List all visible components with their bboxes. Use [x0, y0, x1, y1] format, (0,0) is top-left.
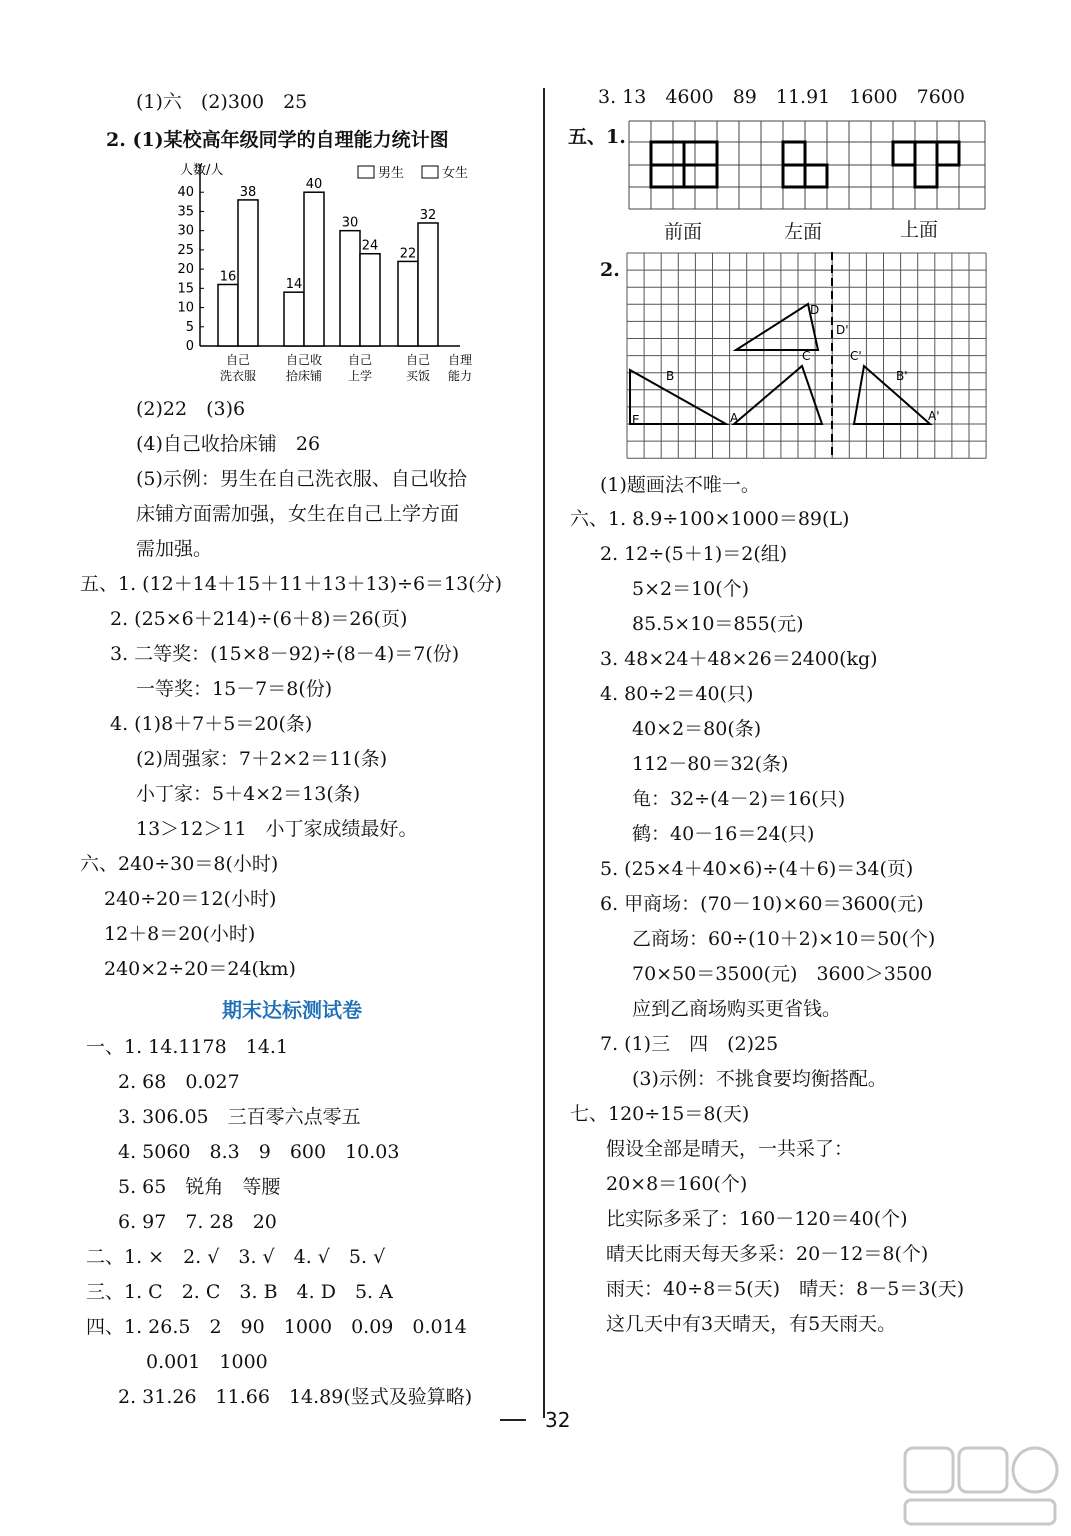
- category-label: 自己收: [285, 353, 323, 367]
- three-views-grid: [628, 120, 990, 212]
- answer-line: 6. 97 7. 28 20: [118, 1211, 277, 1233]
- answer-line: 3. 306.05 三百零六点零五: [118, 1106, 361, 1128]
- category-label: 自己: [405, 353, 431, 367]
- answer-line: 二、1. × 2. √ 3. √ 4. √ 5. √: [86, 1246, 386, 1268]
- chart-question: 2. (1)某校高年级同学的自理能力统计图: [106, 129, 449, 151]
- answer-line: 四、1. 26.5 2 90 1000 0.09 0.014: [86, 1316, 467, 1338]
- answer-line: 4. 5060 8.3 9 600 10.03: [118, 1141, 400, 1163]
- answer-line: 2.: [600, 259, 620, 281]
- category-label: 上学: [347, 369, 373, 383]
- watermark-logo: [895, 1440, 1065, 1530]
- answer-line: 乙商场：60÷(10＋2)×10＝50(个): [632, 928, 936, 950]
- answer-line: 五、1.: [568, 126, 626, 148]
- answer-line: 应到乙商场购买更省钱。: [632, 998, 842, 1020]
- y-tick-label: 5: [185, 319, 194, 335]
- bar: [360, 254, 380, 346]
- answer-line: (2)周强家：7＋2×2＝11(条): [136, 748, 388, 770]
- view-label-left: 左面: [784, 221, 823, 243]
- y-tick-label: 30: [177, 223, 194, 239]
- data-label: 22: [399, 246, 417, 262]
- answer-line: 112－80＝32(条): [632, 753, 789, 775]
- answer-line: 小丁家：5＋4×2＝13(条): [136, 783, 361, 805]
- category-label: 自己: [347, 353, 373, 367]
- bar: [418, 223, 438, 346]
- category-label: 自己: [225, 353, 251, 367]
- legend-label-girls: 女生: [442, 166, 469, 181]
- data-label: 38: [239, 184, 257, 200]
- answer-line: 7. (1)三 四 (2)25: [600, 1033, 779, 1055]
- data-label: 14: [285, 277, 303, 293]
- answer-line: 6. 甲商场：(70－10)×60＝3600(元): [600, 893, 924, 915]
- x-axis-label: 能力: [447, 369, 473, 383]
- bar: [218, 284, 238, 346]
- section-title: 期末达标测试卷: [222, 998, 362, 1022]
- answer-line: 这几天中有3天晴天，有5天雨天。: [606, 1313, 897, 1335]
- answer-line: 一、1. 14.1178 14.1: [86, 1036, 289, 1058]
- bar: [284, 292, 304, 346]
- answer-line: 0.001 1000: [146, 1351, 268, 1373]
- category-label: 拾床铺: [285, 369, 323, 383]
- y-tick-label: 0: [185, 339, 194, 354]
- answer-line: 七、120÷15＝8(天): [570, 1103, 750, 1125]
- data-label: 30: [341, 215, 359, 231]
- answer-line: 龟：32÷(4－2)＝16(只): [632, 788, 846, 810]
- answer-line: 晴天比雨天每天多采：20－12＝8(个): [606, 1243, 929, 1265]
- answer-line: 5. 65 锐角 等腰: [118, 1176, 281, 1198]
- answer-line: 70×50＝3500(元) 3600＞3500: [632, 963, 933, 985]
- answer-line: 3. 13 4600 89 11.91 1600 7600: [598, 86, 965, 108]
- point-label: B: [666, 369, 675, 383]
- bar: [398, 261, 418, 346]
- answer-line: 五、1. (12＋14＋15＋11＋13＋13)÷6＝13(分): [80, 573, 503, 595]
- answer-line: 240×2÷20＝24(km): [104, 958, 296, 980]
- answer-line: 240÷20＝12(小时): [104, 888, 277, 910]
- answer-line: 20×8＝160(个): [606, 1173, 748, 1195]
- answer-line: 5. (25×4＋40×6)÷(4＋6)＝34(页): [600, 858, 914, 880]
- page-number: 32: [545, 1408, 571, 1432]
- data-label: 16: [219, 269, 237, 285]
- answer-line: 2. 68 0.027: [118, 1071, 240, 1093]
- category-label: 买饭: [405, 369, 431, 383]
- answer-line: 3. 48×24＋48×26＝2400(kg): [600, 648, 878, 670]
- answer-line: 三、1. C 2. C 3. B 4. D 5. A: [86, 1281, 393, 1303]
- y-tick-label: 15: [177, 281, 194, 297]
- legend-swatch-girls: [422, 166, 438, 178]
- bar: [238, 200, 258, 346]
- answer-line: 床铺方面需加强，女生在自己上学方面: [136, 503, 460, 525]
- answer-line: (1)六 (2)300 25: [136, 91, 308, 113]
- legend-label-boys: 男生: [378, 166, 405, 181]
- y-tick-label: 20: [177, 262, 194, 278]
- y-tick-label: 40: [177, 185, 194, 201]
- point-label: D': [836, 323, 849, 337]
- answer-line: 4. (1)8＋7＋5＝20(条): [110, 713, 313, 735]
- answer-line: 85.5×10＝855(元): [632, 613, 804, 635]
- answer-line: 2. (25×6＋214)÷(6＋8)＝26(页): [110, 608, 408, 630]
- point-label: D: [810, 303, 820, 317]
- data-label: 24: [361, 238, 379, 254]
- bar-chart: [160, 156, 490, 386]
- data-label: 32: [419, 207, 437, 223]
- answer-line: 3. 二等奖：(15×8－92)÷(8－4)＝7(份): [110, 643, 460, 665]
- view-label-top: 上面: [900, 219, 939, 241]
- answer-line: 13＞12＞11 小丁家成绩最好。: [136, 818, 418, 840]
- answer-line: (5)示例：男生在自己洗衣服、自己收拾: [136, 468, 467, 490]
- answer-line: 需加强。: [136, 538, 213, 560]
- page-number-dash: [500, 1419, 526, 1421]
- point-label: B': [896, 369, 908, 383]
- answer-line: 5×2＝10(个): [632, 578, 750, 600]
- point-label: C': [850, 349, 862, 363]
- bar: [304, 192, 324, 346]
- answer-line: 2. 12÷(5＋1)＝2(组): [600, 543, 788, 565]
- answer-line: 比实际多采了：160－120＝40(个): [606, 1208, 908, 1230]
- answer-line: 假设全部是晴天，一共采了：: [606, 1138, 854, 1160]
- y-tick-label: 25: [177, 242, 194, 258]
- answer-line: 12＋8＝20(小时): [104, 923, 256, 945]
- answer-line: (4)自己收拾床铺 26: [136, 433, 321, 455]
- answer-line: 六、240÷30＝8(小时): [80, 853, 279, 875]
- answer-line: 2. 31.26 11.66 14.89(竖式及验算略): [118, 1386, 473, 1408]
- answer-line: 4. 80÷2＝40(只): [600, 683, 754, 705]
- data-label: 40: [305, 177, 323, 193]
- x-axis-label: 自理: [447, 353, 473, 367]
- symmetry-grid: [626, 252, 992, 460]
- point-label: E: [632, 413, 640, 427]
- answer-line: 40×2＝80(条): [632, 718, 762, 740]
- point-label: A: [730, 411, 739, 425]
- column-divider: [543, 88, 545, 1418]
- view-label-front: 前面: [664, 221, 703, 243]
- y-axis-label: 人数/人: [180, 163, 224, 178]
- answer-line: 六、1. 8.9÷100×1000＝89(L): [570, 508, 850, 530]
- category-label: 洗衣服: [219, 369, 257, 383]
- point-label: A': [928, 409, 940, 423]
- y-tick-label: 10: [177, 300, 194, 316]
- answer-line: (2)22 (3)6: [136, 398, 246, 420]
- legend-swatch-boys: [358, 166, 374, 178]
- point-label: C: [802, 349, 811, 363]
- answer-line: (3)示例：不挑食要均衡搭配。: [632, 1068, 887, 1090]
- answer-line: 鹤：40－16＝24(只): [632, 823, 815, 845]
- bar: [340, 231, 360, 346]
- answer-line: (1)题画法不唯一。: [600, 474, 760, 496]
- answer-line: 雨天：40÷8＝5(天) 晴天：8－5＝3(天): [606, 1278, 965, 1300]
- y-tick-label: 35: [177, 204, 194, 220]
- answer-line: 一等奖：15－7＝8(份): [136, 678, 333, 700]
